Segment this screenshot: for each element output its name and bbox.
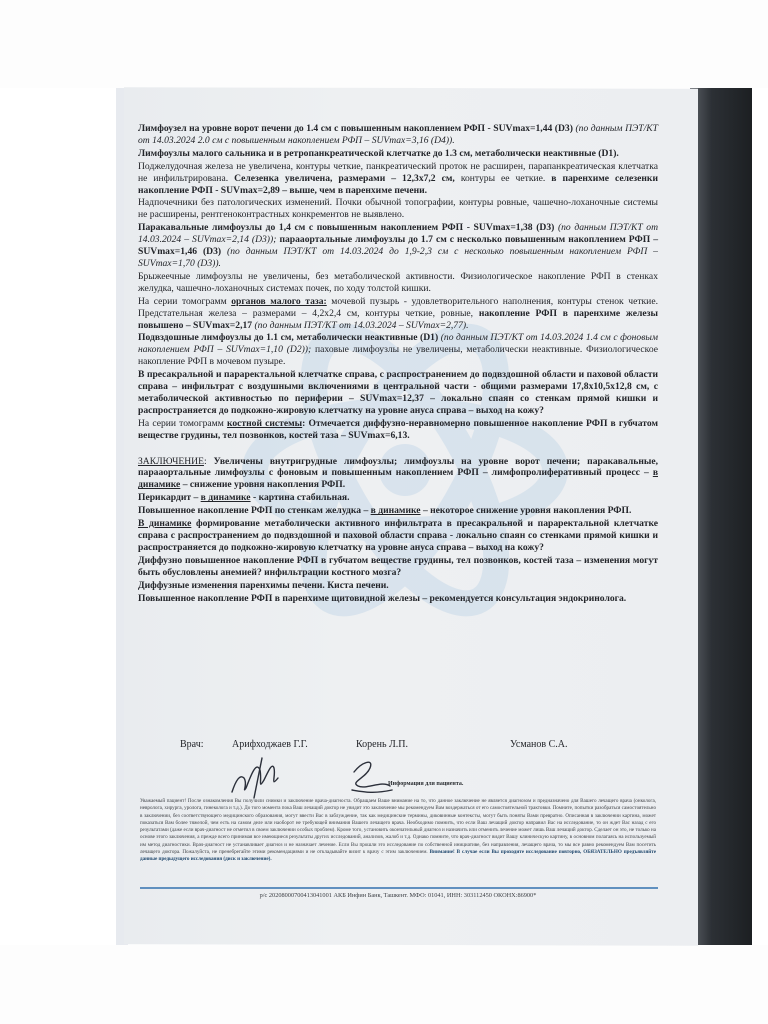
patient-info-title: Информация для пациента. — [388, 781, 464, 787]
text-run: в динамике — [138, 467, 658, 491]
report-paragraph-p4 — [138, 197, 658, 221]
report-paragraph-c6 — [138, 593, 658, 605]
text-run: Увеличены внутригрудные лимфоузлы; лимфоузлы на уровне ворот печени; паракавальные, парааортальные лимфоузлы с фоновым и повышенным накоплением РФП – лимфопролиферативный процесс – — [138, 455, 658, 479]
text-run: (по данным ПЭТ/КТ от 14.03.2024 – SUVmax=2,77). — [254, 319, 469, 331]
dark-background-right — [690, 88, 752, 945]
signature-label: Врач: — [180, 739, 204, 750]
text-run: контуры ее четкие. — [460, 172, 552, 184]
bottom-margin — [0, 945, 768, 1024]
text-run: (по данным ПЭТ/КТ от 14.03.2024 2.0 см с повышенным накоплением РФП – SUVmax=3,16 (D4)). — [138, 123, 658, 146]
footer-divider — [140, 887, 658, 889]
report-paragraph-p5 — [138, 222, 658, 270]
report-paragraph-p6 — [138, 271, 658, 295]
text-run: Повышенное накопление РФП по стенкам желудка – — [138, 505, 371, 517]
text-run: Повышенное накопление РФП в паренхиме щитовидной железы – рекомендуется консультация эндокринолога. — [138, 592, 627, 604]
report-body — [138, 123, 658, 605]
report-paragraph-p9 — [138, 369, 658, 417]
text-run: : Отмечается диффузно-неравномерно повышенное накопление РФП в губчатом веществе грудины, тел позвонков, костей таза – SUVmax=6,13. — [138, 417, 659, 441]
report-paragraph-c4 — [138, 555, 658, 579]
patient-info-warning: Внимание! В случае если Вы проходите исследование повторно, ОБЯЗАТЕЛЬНО предъявляйте данные предыдущего исследования (диск и заключение). — [140, 849, 656, 863]
report-paragraph-p2 — [138, 148, 658, 160]
handwritten-signatures — [224, 750, 394, 800]
text-run: На серии томограмм — [138, 295, 232, 307]
text-run: (по данным ПЭТ/КТ от 14.03.2024 до 1,9-2,3 см с несколько повышенным накоплением РФП – SUVmax=1,70 (D3)). — [138, 246, 658, 269]
text-run: Брыжеечные лимфоузлы не увеличены, без метаболической активности. Физиологическое накопление РФП в стенках желудка, чашечно-лоханочных системах почек, по ходу толстой кишки. — [138, 270, 658, 294]
text-run: (по данным ПЭТ/КТ от 14.03.2024 1.4 см с фоновым накоплением РФП – SUVmax=1,10 (D2)); — [138, 332, 658, 356]
text-run: в динамике — [200, 492, 251, 504]
text-run: Подвздошные лимфоузлы до 1.1 см, метаболически неактивные (D1) — [138, 332, 441, 344]
text-run: паховые лимфоузлы не увеличены, метаболически неактивные. Физиологическое накопление РФП в мочевом пузыре. — [138, 344, 658, 368]
text-run: Паракавальные лимфоузлы до 1,4 см с повышенным накоплением РФП - SUVmax=1,38 (D3) — [138, 222, 558, 234]
doctor-name-3: Усманов С.А. — [510, 739, 568, 750]
report-paragraph-p10 — [138, 418, 658, 442]
report-paragraph-c2 — [138, 505, 658, 517]
text-run: накопление РФП в паренхиме железы повышено – SUVmax=2,17 — [138, 307, 658, 331]
text-run: На серии томограмм — [138, 417, 227, 429]
report-paragraph-p7 — [138, 296, 658, 332]
text-run: формирование метаболически активного инфильтрата в пресакральной и параректальной клетчатке справа с распространением до подвздошной и паховой области справа - локально спаян со стенками прямой кишки и распространяется до подкожно-жировую клетчатку на уровне ануса справа – выход на кожу? — [138, 518, 658, 553]
text-run: мочевой пузырь - удовлетворительного наполнения, контуры стенок четкие. Предстательная железа – размерами – 4,2х2,4 см, контуры четкие, ровные, — [138, 295, 658, 319]
text-run: Надпочечники без патологических изменений. Почки обычной топографии, контуры ровные, чашечно-лоханочные системы не расширены, рентгеноконтрастных конкрементов не выявлено. — [138, 197, 658, 221]
text-run: Лимфоузлы малого сальника и в ретропанкреатической клетчатке до 1.3 см, метаболически неактивные (D1). — [138, 147, 619, 159]
text-run: В пресакральной и параректальной клетчатке справа, с распространением до подвздошной области и паховой области справа – инфильтрат с воздушными включениями в центральной части - общими размерами 17,8х10,5х12,8 см, с метаболической активностью по периферии – SUVmax=12,37 – локально спаян со стенкам прямой кишки и распространяется до подкожно-жировую клетчатку на уровне ануса справа – выход на кожу? — [138, 369, 658, 416]
text-run: – некоторое снижение уровня накопления РФП. — [420, 505, 632, 517]
report-paragraph-c3 — [138, 518, 658, 554]
text-run: В динамике — [138, 518, 192, 530]
patient-information-text — [140, 798, 656, 864]
report-paragraph-c0 — [138, 456, 658, 492]
text-run: в паренхиме селезенки накопление РФП - SUVmax=2,89 – выше, чем в паренхиме печени. — [138, 172, 658, 196]
text-run: Диффузные изменения паренхимы печени. Киста печени. — [138, 579, 389, 591]
report-paragraph-c5 — [138, 580, 658, 592]
report-paragraph-p3 — [138, 161, 658, 197]
text-run: Селезенка увеличена, размерами – 12,3х7,2 см, — [234, 172, 461, 184]
text-run: Перикардит – — [138, 492, 201, 504]
text-run: Лимфоузел на уровне ворот печени до 1.4 см с повышенным накоплением РФП - SUVmax=1,44 (D3) — [138, 123, 576, 134]
bank-details: р/с 20208000700413041001 АКБ Инфин Банк, Ташкент. МФО: 01041, ИНН: 303112450 ОКОНХ:86900* — [259, 892, 537, 899]
report-paragraph-p1 — [138, 123, 658, 147]
report-paragraph-p8 — [138, 332, 658, 368]
patient-info-body: Уважаемый пациент! После ознакомления Вы получили снимки и заключение врача-диагноста. Обращаем Ваше внимание на то, что данное заключение не является диагнозом и предназначено для Вашего лечащего врача (онколога, невролога, хирурга, уролога, гинеколога и т.д.). До того момента пока Ваш лечащий доктор не увидит это заключение мы рекомендуем Вам воздержаться от его самостоятельной трактовки. Помните, попытки разобраться самостоятельно в заключении, без соответствующего медицинского образования, могут ввести Вас в заблуждение, так как медицинские термины, диковинные контексты, могут быть поняты Вами превратно. Описанная в заключении картина, может показаться Вам более тяжелой, чем есть на самом деле или наоборот не требующей внимания Вашего лечащего врача. Необходимо помнить, что если Ваш лечащий доктор направил Вас на исследование, то он ждет Вас назад с его результатами (даже если врач-диагност не отметил в своем заключении особых проблем). Кроме того, установить окончательный диагноз и назначить или отменить лечение может лишь Ваш лечащий доктор. Сделает он это, не только на основе этого заключения, а прежде всего принимая все имеющиеся результаты других исследований, анализов, жалоб и т.д. Однако помните, что врач-диагност видит Вашу клиническую картину, в основном полагаясь на используемый им метод диагностики. Врач-диагност не устанавливает диагноз и не назначает лечение. Если Вы прошли это исследование по собственной инициативе, без направления, лечащего врача, то мы все равно рекомендуем Вам посетить лечащего доктора. Пожалуйста, не пренебрегайте этими рекомендациями и не откладывайте визит к врачу с этим заключением. — [140, 798, 656, 856]
text-run: ЗАКЛЮЧЕНИЕ — [138, 455, 204, 467]
text-run: костной системы — [226, 417, 303, 429]
text-run: Поджелудочная железа не увеличена, контуры четкие, панкреатический проток не расширен, парапанкреатическая клетчатка не инфильтрирована. — [138, 160, 658, 184]
text-run: – снижение уровня накопления РФП. — [180, 479, 346, 491]
text-run: - картина стабильная. — [250, 492, 350, 504]
text-run: : — [203, 455, 214, 467]
top-margin — [0, 0, 768, 88]
text-run: Диффузно повышенное накопление РФП в губчатом веществе грудины, тел позвонков, костей таза – изменения могут быть обусловлены анемией? инфильтрации костного мозга? — [138, 554, 658, 578]
report-paragraph-c1 — [138, 492, 658, 504]
doctor-name-1: Арифходжаев Г.Г. — [232, 739, 308, 750]
text-run: парааортальные лимфоузлы до 1.7 см с несколько повышенным накоплением РФП – SUVmax=1,46 (D3) — [138, 234, 658, 258]
doctor-name-2: Корень Л.П. — [356, 739, 409, 750]
text-run: в динамике — [370, 505, 421, 517]
text-run: органов малого таза: — [231, 295, 327, 307]
text-run: (по данным ПЭТ/КТ от 14.03.2024 – SUVmax=2,14 (D3)); — [138, 222, 658, 246]
